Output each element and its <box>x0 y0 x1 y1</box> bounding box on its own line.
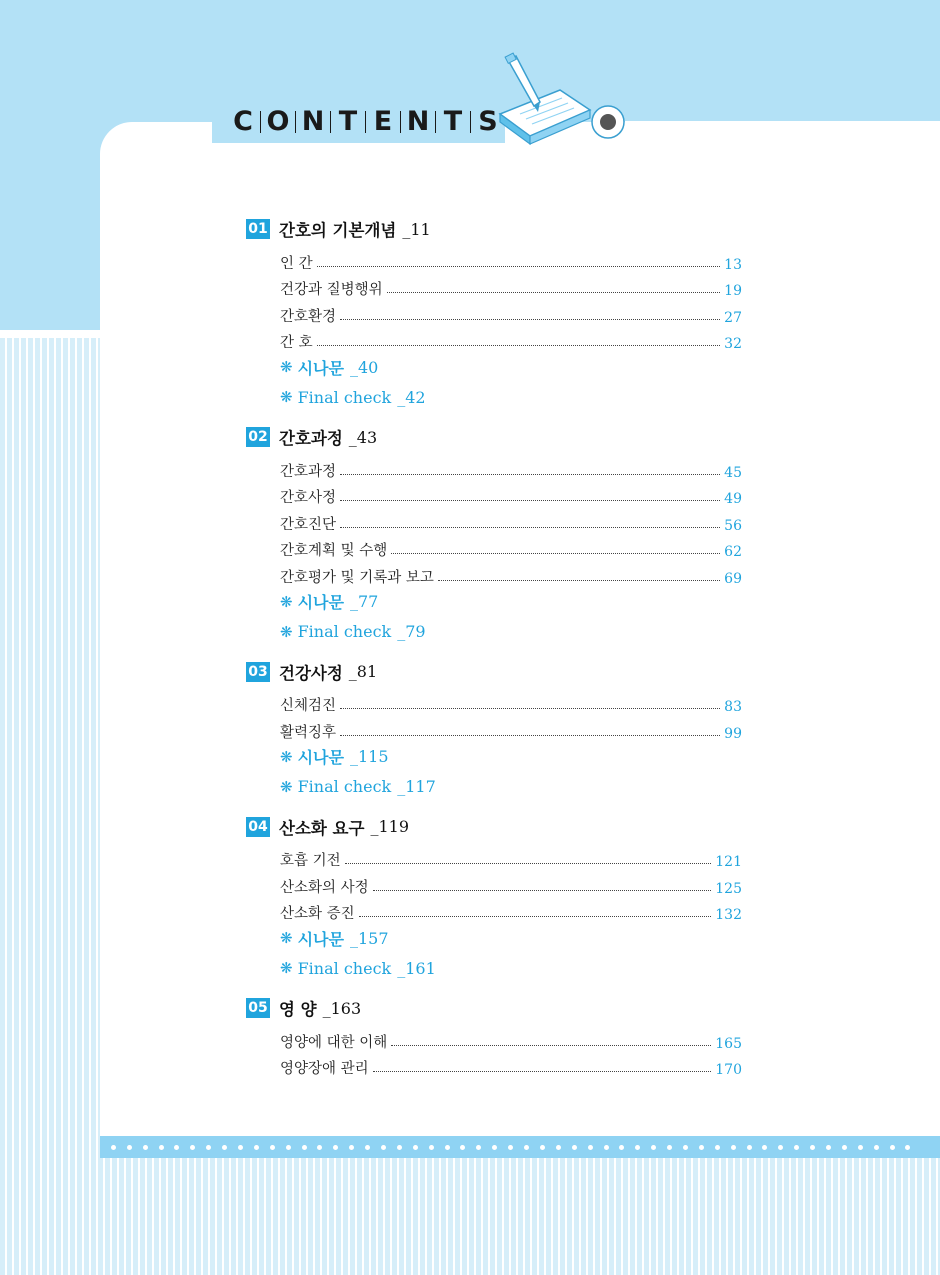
footer-dot <box>842 1145 847 1150</box>
toc-entry[interactable] <box>280 715 742 742</box>
toc-extra-page: _161 <box>397 958 436 978</box>
footer-dot <box>174 1145 179 1150</box>
toc-entry[interactable] <box>280 246 742 273</box>
toc-extra-label: 시나문 <box>297 358 344 378</box>
chapter-section <box>246 816 742 984</box>
chapter-title: 건강사정 <box>279 663 343 683</box>
toc-entry-page: 62 <box>724 544 742 560</box>
footer-dot <box>445 1145 450 1150</box>
footer-dot <box>762 1145 767 1150</box>
toc-entry[interactable] <box>280 870 742 897</box>
dot-leader <box>317 345 721 346</box>
chapter-page: _11 <box>402 219 431 239</box>
chapter-page: _81 <box>348 662 378 681</box>
toc-entry-page: 170 <box>715 1062 742 1078</box>
footer-dot <box>286 1145 291 1150</box>
footer-dot <box>778 1145 783 1150</box>
toc-entry-label: 건강과 질병행위 <box>280 282 383 298</box>
toc-extra-item[interactable] <box>280 382 742 412</box>
asterisk-icon: ❋ <box>280 358 293 376</box>
asterisk-icon: ❋ <box>280 777 293 796</box>
footer-dot <box>317 1145 322 1150</box>
chapter-section <box>246 997 742 1078</box>
footer-dot <box>667 1145 672 1150</box>
dot-leader <box>340 500 720 501</box>
toc-entry-label: 산소화의 사정 <box>280 879 369 896</box>
toc-extra-label: 시나문 <box>297 593 344 612</box>
chapter-page: _43 <box>348 427 378 447</box>
footer-dot <box>651 1145 656 1150</box>
toc-entry[interactable] <box>280 454 742 481</box>
title-letter: C <box>233 106 253 137</box>
toc-entry-label: 신체검진 <box>280 698 337 714</box>
footer-dot <box>143 1145 148 1150</box>
toc-entry-page: 13 <box>724 256 742 273</box>
chapter-page: _163 <box>322 998 362 1018</box>
toc-entry-label: 간 호 <box>280 335 313 351</box>
chapter-title: 간호의 기본개념 <box>279 221 397 240</box>
toc-extra-label: 시나문 <box>297 748 344 767</box>
footer-dot <box>159 1145 164 1150</box>
toc-entry-page: 99 <box>724 725 742 742</box>
footer-dot <box>508 1145 513 1150</box>
footer-dot <box>572 1145 577 1150</box>
footer-dot <box>254 1145 259 1150</box>
toc-entry-page: 49 <box>724 491 742 507</box>
toc-entry[interactable] <box>280 507 742 534</box>
dotted-footer-bar <box>100 1136 940 1158</box>
dot-leader <box>391 553 720 554</box>
footer-dot <box>333 1145 338 1150</box>
left-stripe-pattern <box>0 338 100 1275</box>
dot-leader <box>340 708 720 709</box>
footer-dot <box>524 1145 529 1150</box>
footer-dot <box>794 1145 799 1150</box>
asterisk-icon: ❋ <box>280 592 293 611</box>
footer-dot <box>365 1145 370 1150</box>
asterisk-icon: ❋ <box>280 388 293 406</box>
toc-extra-label: Final check <box>297 958 392 978</box>
toc-entry-page: 132 <box>715 907 742 923</box>
chapter-section <box>246 661 742 802</box>
toc-entry-label: 인 간 <box>280 255 313 272</box>
footer-dot <box>270 1145 275 1150</box>
toc-entry-label: 활력징후 <box>280 724 337 741</box>
toc-entry[interactable] <box>280 844 742 871</box>
dot-leader <box>340 527 720 528</box>
toc-extra-label: Final check <box>297 387 392 407</box>
chapter-heading[interactable] <box>246 426 742 448</box>
toc-entry-page: 121 <box>715 854 742 870</box>
pencil-icon <box>505 53 540 112</box>
toc-entry[interactable] <box>280 534 742 561</box>
footer-dot <box>731 1145 736 1150</box>
book-icon <box>500 90 590 144</box>
footer-dot <box>127 1145 132 1150</box>
table-of-contents <box>246 218 742 1092</box>
dot-leader <box>373 1071 712 1072</box>
footer-dot <box>905 1145 910 1150</box>
footer-dot <box>890 1145 895 1150</box>
asterisk-icon: ❋ <box>280 747 293 766</box>
dot-leader <box>317 266 721 267</box>
dot-leader <box>438 580 720 581</box>
dot-leader <box>387 292 721 293</box>
toc-entry[interactable] <box>280 689 742 716</box>
toc-extra-item[interactable] <box>280 587 742 617</box>
dot-leader <box>340 735 720 736</box>
toc-entry-page: 56 <box>724 517 742 534</box>
dot-leader <box>345 863 712 864</box>
footer-dot <box>747 1145 752 1150</box>
toc-extra-page: _77 <box>349 592 379 611</box>
toc-entry[interactable] <box>280 560 742 587</box>
toc-extra-item[interactable] <box>280 617 742 647</box>
footer-dot <box>810 1145 815 1150</box>
footer-dot <box>206 1145 211 1150</box>
toc-entry[interactable] <box>280 897 742 924</box>
footer-dot <box>619 1145 624 1150</box>
header-rule-line <box>625 121 940 123</box>
toc-entry-label: 영양에 대한 이해 <box>280 1034 388 1051</box>
toc-entry-label: 간호과정 <box>280 463 337 480</box>
toc-entry-label: 산소화 증진 <box>280 906 355 922</box>
toc-entry-label: 간호환경 <box>280 308 337 325</box>
footer-dot <box>429 1145 434 1150</box>
dot-leader <box>391 1045 711 1046</box>
footer-dot <box>540 1145 545 1150</box>
chapter-page: _119 <box>370 817 409 836</box>
toc-entry-label: 간호평가 및 기록과 보고 <box>280 569 434 586</box>
title-letter: N <box>406 106 430 137</box>
toc-extra-label: Final check <box>297 777 392 796</box>
footer-dot <box>381 1145 386 1150</box>
toc-extra-item[interactable] <box>280 953 742 983</box>
asterisk-icon: ❋ <box>280 622 293 641</box>
title-letter: O <box>266 106 290 137</box>
chapter-number-badge: 02 <box>246 427 270 447</box>
toc-entry-page: 165 <box>715 1035 742 1052</box>
footer-dot <box>858 1145 863 1150</box>
toc-entry-label: 간호사정 <box>280 490 337 506</box>
footer-dot <box>413 1145 418 1150</box>
title-letter: E <box>373 106 393 137</box>
toc-entry-label: 간호계획 및 수행 <box>280 543 388 559</box>
footer-dot <box>476 1145 481 1150</box>
title-letter: S <box>478 106 498 137</box>
chapter-heading[interactable] <box>246 218 742 240</box>
toc-extra-label: Final check <box>297 622 392 641</box>
chapter-section <box>246 426 742 647</box>
toc-entry-page: 27 <box>724 309 742 326</box>
chapter-heading[interactable] <box>246 816 742 838</box>
contents-title <box>212 101 505 143</box>
footer-dot <box>238 1145 243 1150</box>
footer-dot <box>588 1145 593 1150</box>
footer-dot <box>302 1145 307 1150</box>
footer-dot <box>349 1145 354 1150</box>
toc-extra-page: _79 <box>397 622 426 641</box>
chapter-number-badge: 04 <box>246 817 270 837</box>
footer-dot <box>699 1145 704 1150</box>
chapter-number-badge: 03 <box>246 662 270 682</box>
toc-extra-item[interactable] <box>280 923 742 953</box>
asterisk-icon: ❋ <box>280 929 293 947</box>
bottom-stripe-pattern <box>0 1158 940 1275</box>
footer-dot <box>111 1145 116 1150</box>
footer-dot <box>222 1145 227 1150</box>
footer-dot <box>826 1145 831 1150</box>
toc-entry-page: 32 <box>724 336 742 352</box>
title-letter: T <box>338 106 358 137</box>
chapter-title: 간호과정 <box>279 429 343 448</box>
toc-entry-label: 영양장애 관리 <box>280 1061 369 1077</box>
footer-dot <box>715 1145 720 1150</box>
footer-dot <box>492 1145 497 1150</box>
toc-extra-page: _42 <box>397 387 426 407</box>
toc-entry-label: 간호진단 <box>280 516 337 533</box>
chapter-number-badge: 01 <box>246 219 270 239</box>
toc-entry-page: 125 <box>715 880 742 897</box>
toc-entry-label: 호흡 기전 <box>280 853 341 869</box>
chapter-title: 영 양 <box>279 1000 317 1019</box>
toc-entry[interactable] <box>280 273 742 300</box>
toc-extra-page: _157 <box>349 928 389 948</box>
title-letter: T <box>443 106 463 137</box>
toc-extra-item[interactable] <box>280 772 742 802</box>
dot-leader <box>340 474 720 475</box>
dot-leader <box>340 319 720 320</box>
footer-dot <box>460 1145 465 1150</box>
chapter-heading[interactable] <box>246 661 742 683</box>
toc-extra-item[interactable] <box>280 742 742 772</box>
toc-extra-item[interactable] <box>280 352 742 382</box>
footer-dot <box>556 1145 561 1150</box>
toc-entry-page: 45 <box>724 464 742 481</box>
toc-extra-label: 시나문 <box>297 929 344 949</box>
cup-icon <box>592 106 624 138</box>
toc-extra-page: _115 <box>349 747 389 766</box>
toc-extra-page: _40 <box>349 357 379 377</box>
toc-entry[interactable] <box>280 481 742 508</box>
title-letter: N <box>301 106 325 137</box>
asterisk-icon: ❋ <box>280 959 293 977</box>
toc-entry-page: 69 <box>724 570 742 587</box>
toc-entry[interactable] <box>280 326 742 353</box>
toc-entry-page: 83 <box>724 699 742 715</box>
footer-dot <box>397 1145 402 1150</box>
chapter-heading[interactable] <box>246 997 742 1019</box>
chapter-title: 산소화 요구 <box>279 818 365 838</box>
chapter-section <box>246 218 742 412</box>
chapter-number-badge: 05 <box>246 998 270 1018</box>
dot-leader <box>359 916 712 917</box>
toc-entry[interactable] <box>280 299 742 326</box>
toc-entry[interactable] <box>280 1025 742 1052</box>
toc-entry-page: 19 <box>724 283 742 299</box>
footer-dot <box>635 1145 640 1150</box>
footer-dot <box>874 1145 879 1150</box>
footer-dot <box>683 1145 688 1150</box>
footer-dot <box>190 1145 195 1150</box>
pencil-book-cup-illustration <box>490 52 630 147</box>
footer-dot <box>604 1145 609 1150</box>
toc-entry[interactable] <box>280 1052 742 1079</box>
toc-extra-page: _117 <box>397 777 436 796</box>
dot-leader <box>373 890 712 891</box>
